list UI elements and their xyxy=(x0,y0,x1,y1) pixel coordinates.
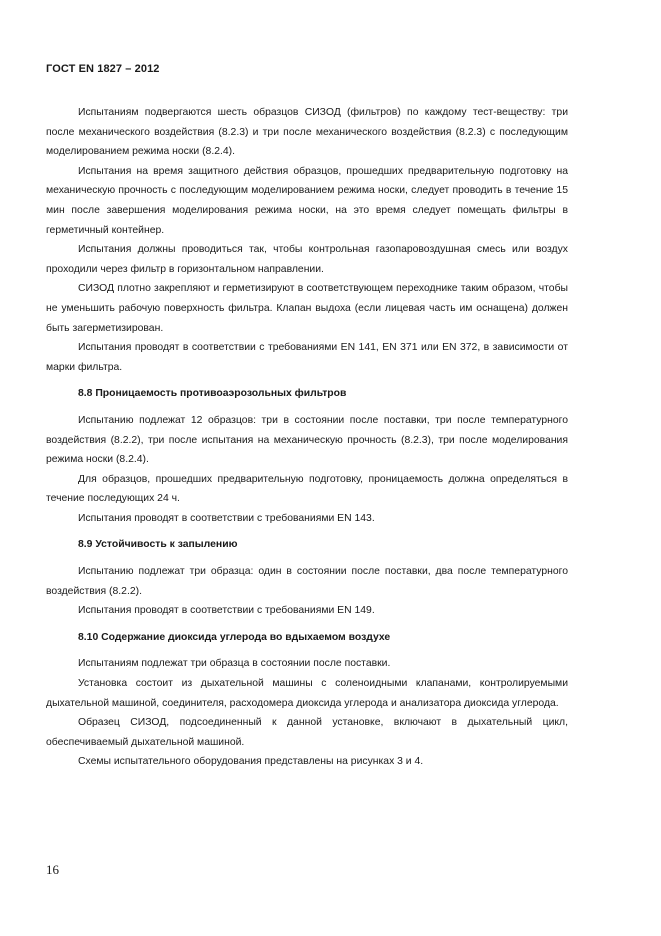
section-heading-8-10: 8.10 Содержание диоксида углерода во вдыхаемом воздухе xyxy=(78,631,391,643)
paragraph: Испытанию подлежат 12 образцов: три в состоянии после поставки, три после температурного воздействия (8.2.2), три после испытания на механическую прочность (8.2.3), три после моделирования режима носки (8.2.4). xyxy=(46,414,568,466)
paragraph: Испытания проводят в соответствии с требованиями EN 149. xyxy=(78,605,375,617)
paragraph: Схемы испытательного оборудования представлены на рисунках 3 и 4. xyxy=(78,756,424,768)
paragraph: Испытания проводят в соответствии с требованиями EN 143. xyxy=(78,512,375,524)
paragraph: Установка состоит из дыхательной машины с соленоидными клапанами, контролируемыми дыхательной машиной, соединителя, расходомера диоксида углерода и анализатора диоксида углерода. xyxy=(46,678,568,709)
document-header: ГОСТ EN 1827 – 2012 xyxy=(46,63,160,75)
paragraph: Испытания на время защитного действия образцов, прошедших предварительную подготовку на механическую прочность с последующим моделированием режима носки, следует проводить в течение 15 мин после завершения моделирования режима носки, на это время следует помещать фильтры в герметичный контейнер. xyxy=(46,165,568,236)
document-body xyxy=(46,103,568,772)
paragraph: Испытаниям подлежат три образца в состоянии после поставки. xyxy=(78,658,391,670)
paragraph: Образец СИЗОД, подсоединенный к данной установке, включают в дыхательный цикл, обеспечиваемый дыхательной машиной. xyxy=(46,717,568,748)
paragraph: Испытаниям подвергаются шесть образцов СИЗОД (фильтров) по каждому тест-веществу: три после механического воздействия (8.2.3) и три после механического воздействия (8.2.3) с последующим моделированием режима носки (8.2.4). xyxy=(46,107,568,158)
paragraph: Испытания должны проводиться так, чтобы контрольная газопаровоздушная смесь или воздух проходили через фильтр в горизонтальном направлении. xyxy=(46,244,568,275)
paragraph: Испытанию подлежат три образца: один в состоянии после поставки, два после температурного воздействия (8.2.2). xyxy=(46,566,568,597)
paragraph: СИЗОД плотно закрепляют и герметизируют в соответствующем переходнике таким образом, чтобы не уменьшить рабочую поверхность фильтра. Клапан выдоха (если лицевая часть им оснащена) должен быть загерметизирован. xyxy=(46,283,568,334)
paragraph: Для образцов, прошедших предварительную подготовку, проницаемость должна определяться в течение последующих 24 ч. xyxy=(46,473,568,505)
paragraph: Испытания проводят в соответствии с требованиями EN 141, EN 371 или EN 372, в зависимости от марки фильтра. xyxy=(46,342,568,373)
page-number: 16 xyxy=(46,862,59,877)
section-heading-8-8: 8.8 Проницаемость противоаэрозольных фильтров xyxy=(78,388,347,400)
section-heading-8-9: 8.9 Устойчивость к запылению xyxy=(78,539,238,551)
